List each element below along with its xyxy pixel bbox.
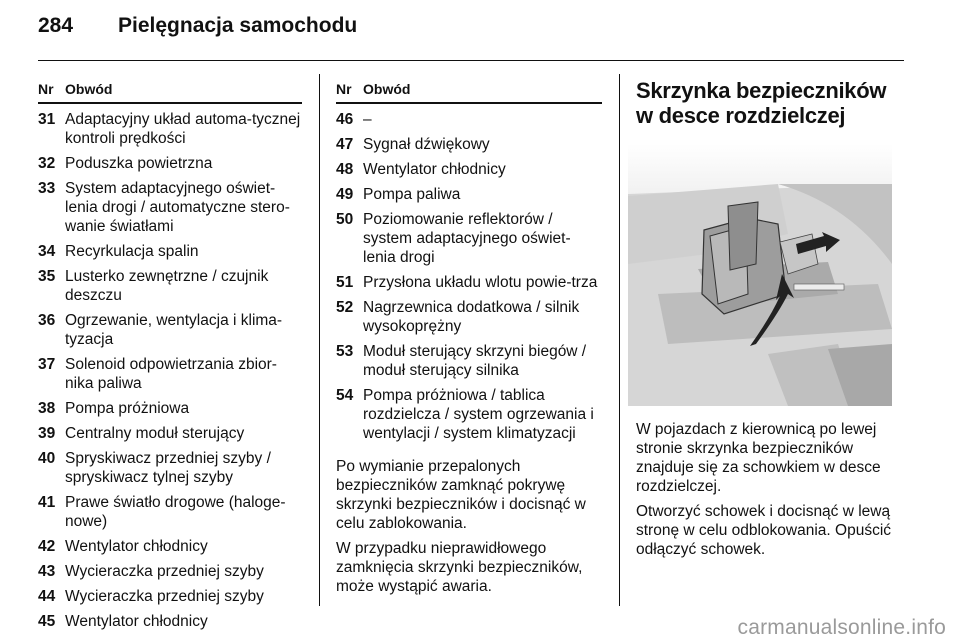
header-circuit: Obwód xyxy=(363,81,411,97)
table-row xyxy=(38,267,302,305)
fuse-number: 35 xyxy=(38,268,56,285)
fuse-number: 43 xyxy=(38,563,56,580)
table-row xyxy=(38,242,302,261)
page-title: Pielęgnacja samochodu xyxy=(118,14,358,37)
dashboard-fusebox-section xyxy=(636,78,904,565)
fuse-number: 45 xyxy=(38,613,56,630)
table-row xyxy=(336,273,602,292)
fuse-circuit: Pompa próżniowa xyxy=(65,400,190,417)
table-header xyxy=(38,80,302,104)
table-row xyxy=(38,355,302,393)
fuse-number: 41 xyxy=(38,494,56,511)
fuse-table-2-column xyxy=(336,80,602,602)
fuse-number: 46 xyxy=(336,111,354,128)
fuse-circuit: Moduł sterujący skrzyni biegów / moduł sterujący silnika xyxy=(363,343,587,379)
fuse-number: 54 xyxy=(336,387,354,404)
fuse-circuit: Pompa paliwa xyxy=(363,186,461,203)
paragraph-open-glovebox: Otworzyć schowek i docisnąć w lewą stronę w celu odblokowania. Opuścić odłączyć schowek. xyxy=(636,503,892,558)
table-row xyxy=(38,562,302,581)
table-row xyxy=(336,298,602,336)
fuse-circuit: Ogrzewanie, wentylacja i klima-tyzacja xyxy=(65,312,283,348)
fuse-circuit: Prawe światło drogowe (haloge-nowe) xyxy=(65,494,286,530)
table-row xyxy=(38,493,302,531)
fuse-number: 33 xyxy=(38,180,56,197)
page-header xyxy=(38,14,357,46)
table-row xyxy=(336,386,602,443)
fuse-number: 50 xyxy=(336,211,354,228)
table-row xyxy=(38,311,302,349)
table-row xyxy=(336,210,602,267)
fuse-circuit: Wycieraczka przedniej szyby xyxy=(65,588,264,605)
fuse-number: 42 xyxy=(38,538,56,555)
fuse-circuit: Sygnał dźwiękowy xyxy=(363,136,490,153)
column-divider-2 xyxy=(619,74,620,606)
fuse-circuit: Nagrzewnica dodatkowa / silnik wysokoprężny xyxy=(363,299,580,335)
fuse-number: 32 xyxy=(38,155,56,172)
fuse-number: 39 xyxy=(38,425,56,442)
fuse-table-1 xyxy=(38,80,302,637)
fuse-number: 36 xyxy=(38,312,56,329)
table-row xyxy=(38,399,302,418)
table-row xyxy=(336,135,602,154)
fuse-circuit: System adaptacyjnego oświet-lenia drogi / automatyczne stero-wanie światłami xyxy=(65,180,290,235)
header-circuit: Obwód xyxy=(65,81,113,97)
paragraph-replace-fuses: Po wymianie przepalonych bezpieczników zamknąć pokrywę skrzynki bezpieczników i docisnąć w celu zablokowania. xyxy=(336,458,586,532)
glovebox-illustration xyxy=(628,144,892,406)
fuse-circuit: Poziomowanie reflektorów / system adaptacyjnego oświet-lenia drogi xyxy=(363,211,571,266)
fuse-circuit: Centralny moduł sterujący xyxy=(65,425,245,442)
fuse-number: 44 xyxy=(38,588,56,605)
fuse-number: 37 xyxy=(38,356,56,373)
header-nr: Nr xyxy=(336,81,352,97)
fuse-number: 53 xyxy=(336,343,354,360)
table-row xyxy=(38,537,302,556)
table-row xyxy=(336,110,602,129)
fuse-number: 38 xyxy=(38,400,56,417)
fuse-number: 31 xyxy=(38,111,56,128)
table-row xyxy=(38,587,302,606)
table-row xyxy=(336,342,602,380)
table-row xyxy=(38,612,302,631)
table-row xyxy=(38,449,302,487)
table-row xyxy=(336,185,602,204)
section-title: Skrzynka bezpieczników w desce rozdzielczej xyxy=(636,78,887,128)
fuse-number: 49 xyxy=(336,186,354,203)
page-number: 284 xyxy=(38,14,74,37)
fuse-circuit: Wentylator chłodnicy xyxy=(363,161,506,178)
header-nr: Nr xyxy=(38,81,54,97)
fuse-circuit: Wycieraczka przedniej szyby xyxy=(65,563,264,580)
fuse-number: 40 xyxy=(38,450,56,467)
fuse-number: 34 xyxy=(38,243,56,260)
table-header xyxy=(336,80,602,104)
fuse-circuit: Adaptacyjny układ automa-tycznej kontroli prędkości xyxy=(65,111,301,147)
fuse-number: 52 xyxy=(336,299,354,316)
fuse-circuit: Wentylator chłodnicy xyxy=(65,538,208,555)
column-divider-1 xyxy=(319,74,320,606)
fuse-number: 47 xyxy=(336,136,354,153)
table-row xyxy=(38,110,302,148)
paragraph-location: W pojazdach z kierownicą po lewej stronie skrzynka bezpieczników znajduje się za schowkiem w desce rozdzielczej. xyxy=(636,421,881,495)
fuse-number: 48 xyxy=(336,161,354,178)
fuse-number: 51 xyxy=(336,274,354,291)
fuse-circuit: Recyrkulacja spalin xyxy=(65,243,199,260)
table-row xyxy=(38,154,302,173)
fuse-circuit: Spryskiwacz przedniej szyby / spryskiwacz tylnej szyby xyxy=(65,450,271,486)
fuse-circuit: Przysłona układu wlotu powie-trza xyxy=(363,274,598,291)
fuse-circuit: Wentylator chłodnicy xyxy=(65,613,208,630)
table-row xyxy=(336,160,602,179)
header-rule xyxy=(38,60,904,61)
fuse-circuit: – xyxy=(363,111,372,128)
paragraph-malfunction-warning: W przypadku nieprawidłowego zamknięcia skrzynki bezpieczników, może wystąpić awaria. xyxy=(336,540,583,595)
watermark: carmanualsonline.info xyxy=(737,616,946,639)
fuse-circuit: Lusterko zewnętrzne / czujnik deszczu xyxy=(65,268,269,304)
table-row xyxy=(38,424,302,443)
fuse-circuit: Poduszka powietrzna xyxy=(65,155,213,172)
fuse-circuit: Pompa próżniowa / tablica rozdzielcza / system ogrzewania i wentylacji / system klimatyzacji xyxy=(363,387,594,442)
table-row xyxy=(38,179,302,236)
fuse-circuit: Solenoid odpowietrzania zbior-nika paliwa xyxy=(65,356,277,392)
